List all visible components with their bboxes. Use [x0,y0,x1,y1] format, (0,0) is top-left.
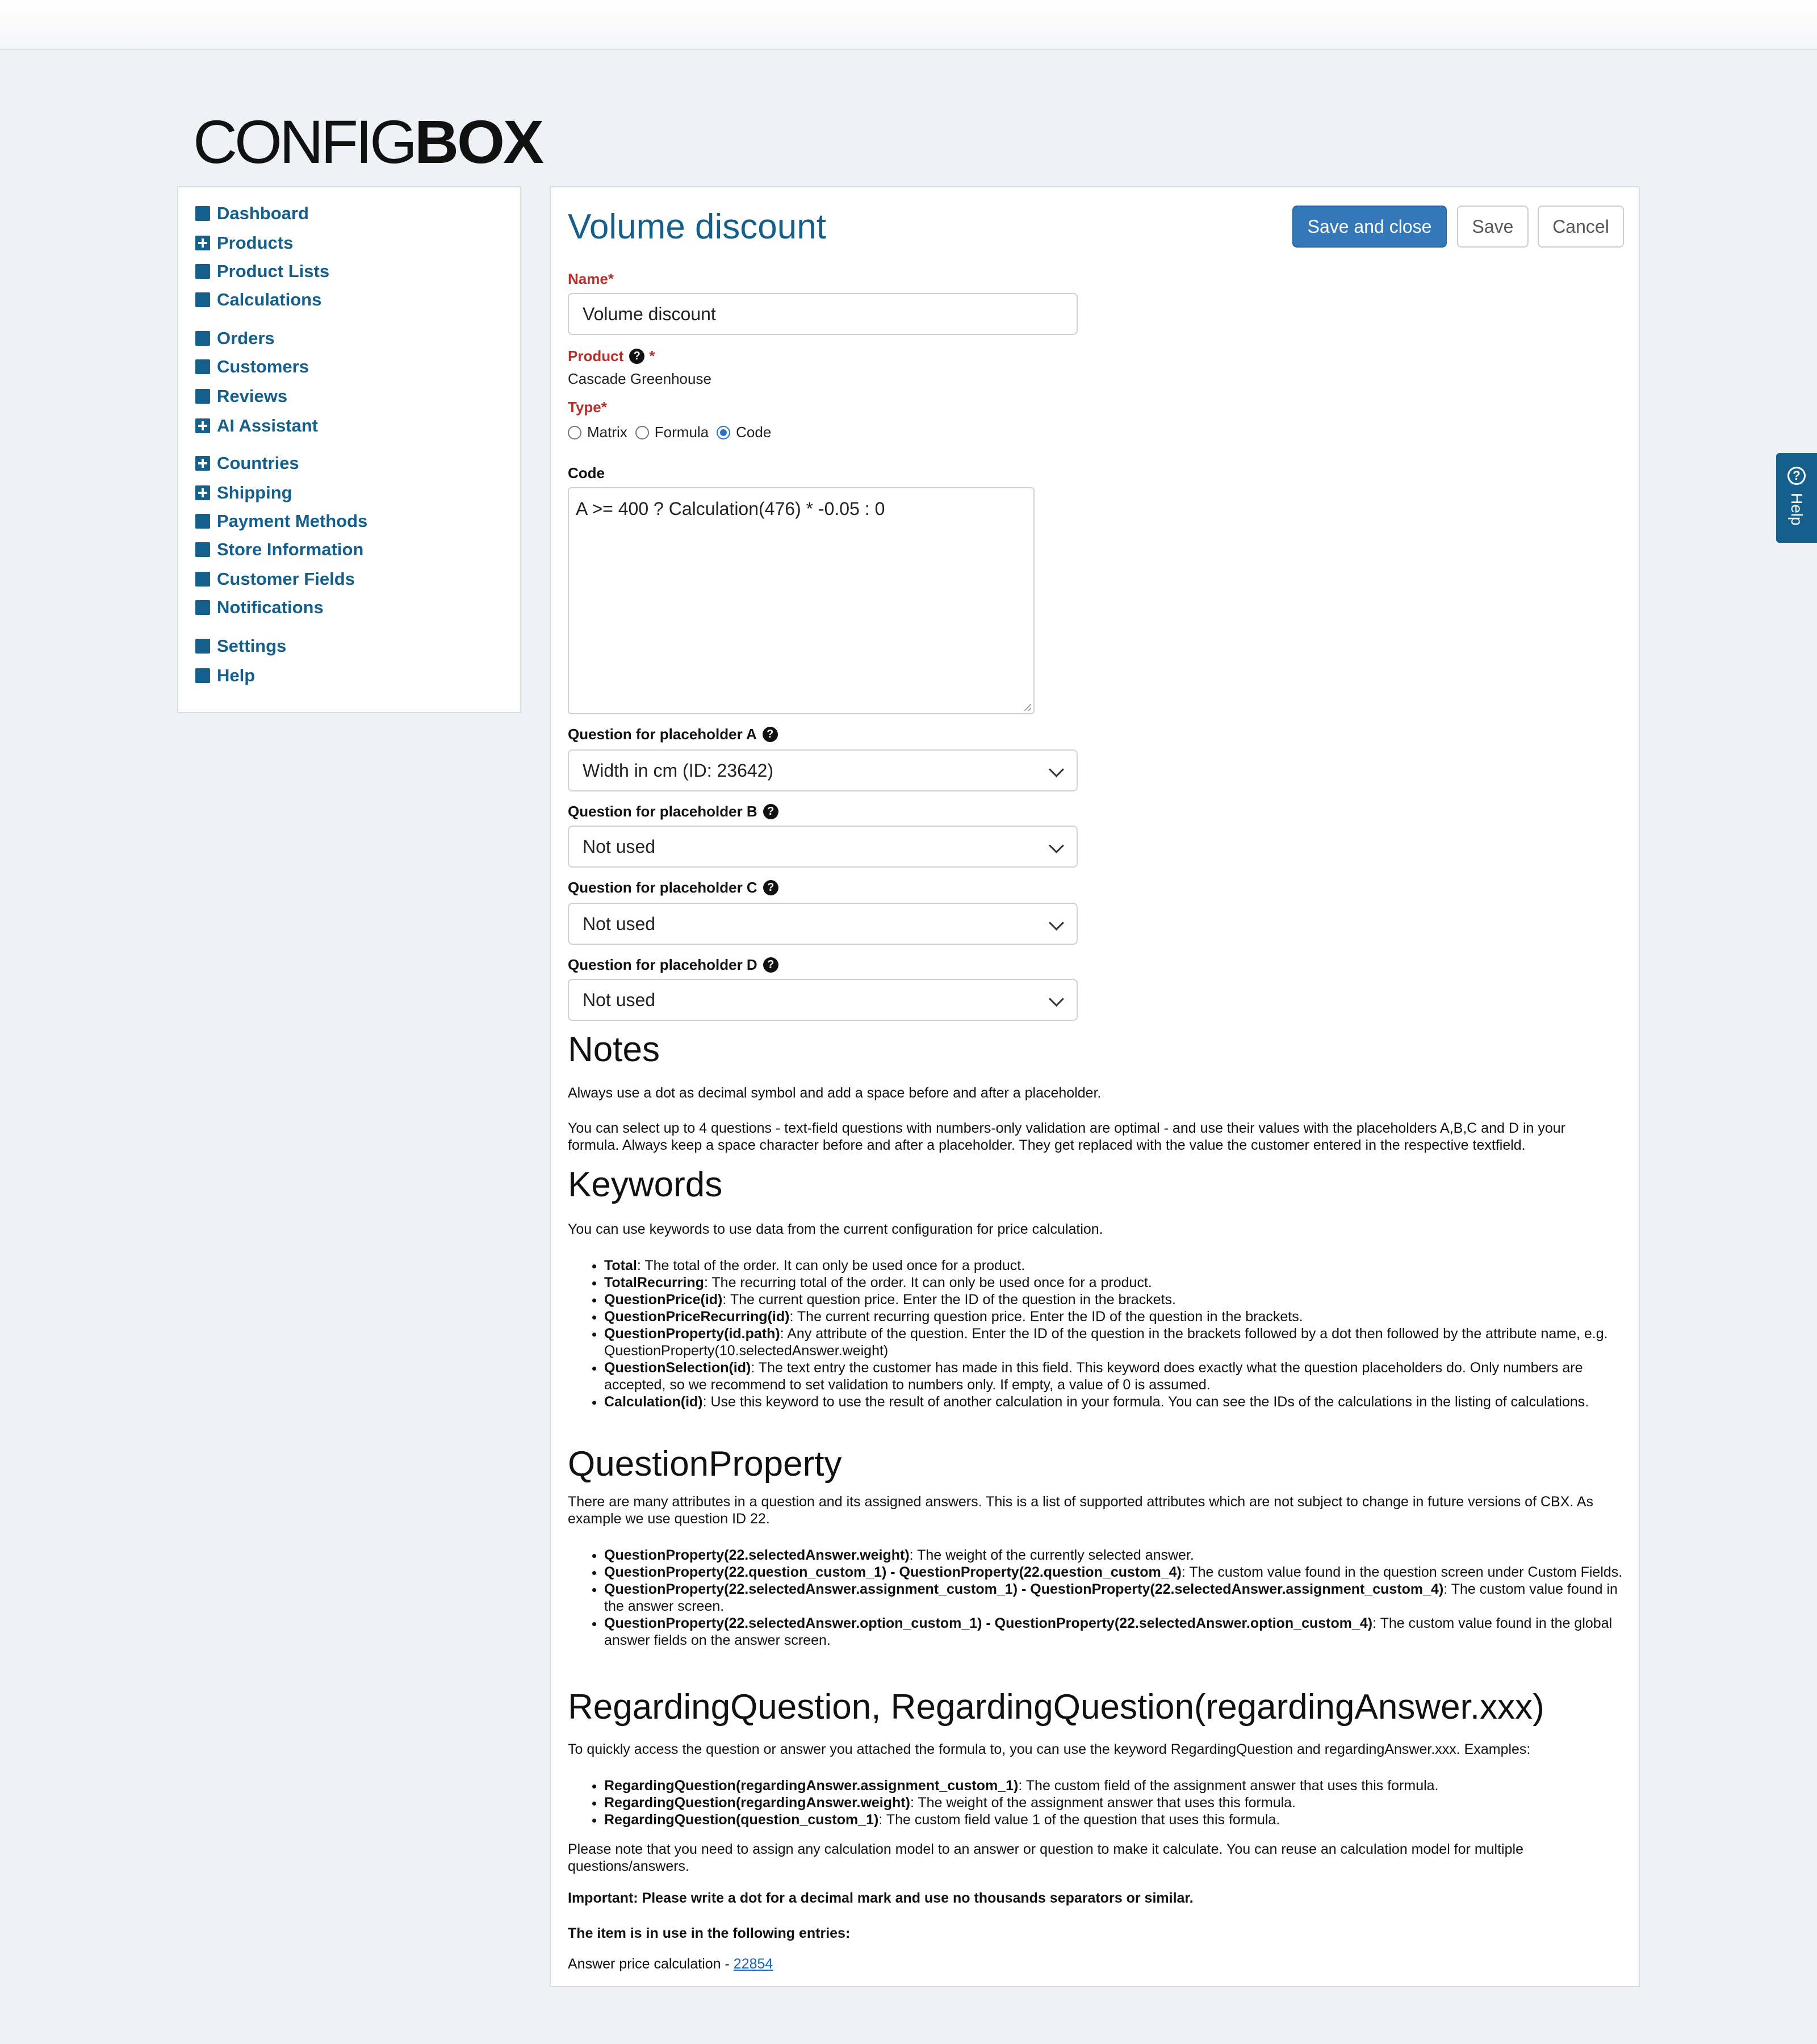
sidebar-item-label: Dashboard [217,203,309,223]
keyword-term: QuestionPrice(id) [604,1292,723,1308]
placeholder-a-select[interactable]: Width in cm (ID: 23642) [568,749,1078,791]
square-icon [195,359,210,374]
sidebar-item-label: Settings [217,636,287,656]
list-item [604,1308,1632,1325]
list-item [604,1257,1632,1274]
placeholder-b-select[interactable]: Not used [568,826,1078,868]
sidebar-item-label: Customer Fields [217,569,355,589]
question-mark-icon[interactable]: ? [763,880,778,895]
questionproperty-list [568,1547,1632,1649]
keyword-term: RegardingQuestion(regardingAnswer.weight) [604,1795,910,1811]
expand-plus-icon [195,236,210,250]
list-item [604,1359,1632,1393]
code-value: A >= 400 ? Calculation(476) * -0.05 : 0 [576,499,885,519]
code-textarea[interactable] [568,487,1035,714]
sidebar-item-label: Product Lists [217,261,330,281]
type-label: Type* [568,399,607,416]
keyword-term: Total [604,1258,637,1274]
top-bar [0,0,1817,50]
keyword-description: : The weight of the assignment answer that uses this formula. [910,1795,1296,1811]
square-icon [195,206,210,221]
square-icon [195,542,210,557]
sidebar-item-label: Help [217,665,256,685]
questionproperty-intro: There are many attributes in a question and its assigned answers. This is a list of supported attributes which are not subject to change in future versions of CBX. As example we use question ID 22. [568,1494,1594,1527]
square-icon [195,600,210,615]
keyword-description: : The total of the order. It can only be used once for a product. [637,1258,1025,1274]
square-icon [195,668,210,683]
notes-paragraph-2: You can select up to 4 questions - text-field questions with numbers-only validation are optimal - and use their values with the placeholders A,B,C and D in your formula. Always keep a space character before and after a placeholder. They get replaced with the value the customer entered in the respective textfield. [568,1120,1565,1153]
type-radio-matrix[interactable]: Matrix [568,424,627,441]
sidebar-item-products[interactable] [195,231,293,256]
list-item [604,1291,1632,1308]
placeholder-d-select[interactable]: Not used [568,979,1078,1021]
in-use-entry-link[interactable]: 22854 [733,1956,773,1972]
sidebar-item-label: Orders [217,328,275,348]
chevron-down-icon [1049,838,1064,853]
keyword-description: : The weight of the currently selected answer. [909,1547,1194,1563]
sidebar-item-calculations[interactable] [195,287,321,312]
square-icon [195,331,210,346]
list-item [604,1547,1632,1564]
resize-grip-icon[interactable] [1024,704,1031,711]
sidebar-item-product-lists[interactable] [195,259,329,284]
sidebar-item-shipping[interactable] [195,480,292,505]
square-icon [195,572,210,587]
page-title: Volume discount [568,207,826,246]
placeholder-b-label: Question for placeholder B ? [568,803,778,820]
square-icon [195,292,210,307]
keyword-term: QuestionPriceRecurring(id) [604,1309,790,1325]
list-item [604,1615,1632,1649]
sidebar-item-label: Store Information [217,539,364,559]
keyword-description: : The recurring total of the order. It can only be used once for a product. [704,1275,1152,1291]
expand-plus-icon [195,485,210,500]
calculation-note: Please note that you need to assign any calculation model to an answer or question to make it calculate. You can reuse an calculation model for multiple questions/answers. [568,1841,1523,1874]
list-item [604,1581,1632,1615]
question-mark-icon[interactable]: ? [763,957,778,973]
square-icon [195,264,210,279]
keyword-term: TotalRecurring [604,1275,704,1291]
keyword-term: QuestionProperty(id.path) [604,1326,780,1342]
keyword-term: QuestionProperty(22.selectedAnswer.option_custom_1) - QuestionProperty(22.selectedAnswer.option_custom_4) [604,1615,1373,1631]
sidebar-item-help[interactable] [195,663,255,688]
sidebar-item-label: Payment Methods [217,511,368,531]
square-icon [195,389,210,404]
help-side-tab[interactable]: ? Help [1776,453,1817,543]
expand-plus-icon [195,418,210,433]
cancel-button[interactable]: Cancel [1538,206,1624,248]
sidebar-item-orders[interactable] [195,326,275,351]
regardingquestion-list [568,1777,1632,1828]
notes-paragraph-1: Always use a dot as decimal symbol and add a space before and after a placeholder. [568,1085,1102,1101]
product-label: Product ? * [568,347,655,365]
question-circle-icon: ? [1787,467,1806,485]
sidebar-item-label: AI Assistant [217,416,319,435]
square-icon [195,639,210,654]
sidebar-item-label: Products [217,233,294,253]
expand-plus-icon [195,456,210,471]
save-and-close-button[interactable]: Save and close [1292,206,1447,248]
important-note: Important: Please write a dot for a decimal mark and use no thousands separators or similar. [568,1890,1194,1906]
configbox-logo: CONFIGBOX [193,107,543,176]
keyword-term: QuestionProperty(22.selectedAnswer.assignment_custom_1) - QuestionProperty(22.selectedAnswer.assignment_custom_4) [604,1581,1444,1597]
list-item [604,1777,1632,1794]
list-item [604,1794,1632,1811]
sidebar-item-label: Calculations [217,290,322,309]
regardingquestion-intro: To quickly access the question or answer you attached the formula to, you can use the keyword RegardingQuestion and regardingAnswer.xxx. Examples: [568,1741,1531,1757]
keywords-heading: Keywords [568,1165,723,1204]
keyword-description: : The text entry the customer has made in this field. This keyword does exactly what the question placeholders do. Only numbers are accepted, so we recommend to set validation to numbers only. If empty, a value of 0 is assumed. [604,1360,1583,1393]
keyword-term: QuestionSelection(id) [604,1360,751,1376]
type-radio-code[interactable]: Code [717,424,771,441]
chevron-down-icon [1049,991,1064,1007]
sidebar-item-label: Countries [217,453,299,473]
keyword-description: : The custom value found in the global answer fields on the answer screen. [604,1615,1613,1648]
keywords-intro: You can use keywords to use data from the current configuration for price calculation. [568,1221,1103,1237]
keyword-description: : The custom field value 1 of the question that uses this formula. [878,1812,1280,1828]
sidebar-item-settings[interactable] [195,634,286,659]
list-item [604,1274,1632,1291]
questionproperty-heading: QuestionProperty [568,1444,842,1484]
sidebar-item-label: Shipping [217,483,292,502]
name-input[interactable] [568,293,1078,335]
radio-button[interactable] [635,426,649,439]
keyword-term: QuestionProperty(22.selectedAnswer.weight) [604,1547,910,1563]
sidebar-item-payment-methods[interactable] [195,509,367,534]
keywords-list [568,1257,1632,1410]
list-item [604,1811,1632,1828]
sidebar-item-countries[interactable] [195,451,299,476]
name-input-value: Volume discount [583,303,716,324]
sidebar-item-notifications[interactable] [195,595,324,620]
keyword-description: : The custom value found in the answer screen. [604,1581,1618,1614]
regardingquestion-heading: RegardingQuestion, RegardingQuestion(regardingAnswer.xxx) [568,1687,1544,1727]
notes-heading: Notes [568,1030,660,1069]
list-item [604,1564,1632,1581]
sidebar-item-ai-assistant[interactable] [195,413,318,438]
keyword-term: RegardingQuestion(question_custom_1) [604,1812,879,1828]
type-radio-group [568,424,779,441]
keyword-term: RegardingQuestion(regardingAnswer.assignment_custom_1) [604,1778,1019,1794]
type-radio-formula[interactable]: Formula [635,424,709,441]
sidebar-item-label: Notifications [217,597,324,617]
keyword-description: : The custom field of the assignment answer that uses this formula. [1018,1778,1439,1794]
keyword-description: : The current recurring question price. Enter the ID of the question in the brackets. [789,1309,1303,1325]
radio-button-checked[interactable] [717,426,730,439]
sidebar-item-label: Customers [217,357,309,376]
list-item [604,1325,1632,1359]
radio-button[interactable] [568,426,581,439]
question-mark-icon[interactable]: ? [763,727,778,742]
product-value: Cascade Greenhouse [568,370,711,387]
sidebar-item-dashboard[interactable] [195,201,309,226]
list-item [604,1393,1632,1410]
keyword-term: Calculation(id) [604,1394,703,1410]
question-mark-icon[interactable]: ? [763,804,778,819]
in-use-label: The item is in use in the following entries: [568,1925,851,1941]
placeholder-c-select[interactable]: Not used [568,903,1078,945]
question-mark-icon[interactable]: ? [629,349,644,364]
code-label: Code [568,464,605,481]
sidebar-item-store-information[interactable] [195,537,363,562]
sidebar-item-customer-fields[interactable] [195,567,355,592]
save-button[interactable]: Save [1457,206,1529,248]
sidebar-item-label: Reviews [217,386,288,406]
square-icon [195,514,210,529]
keyword-description: : The current question price. Enter the ID of the question in the brackets. [722,1292,1176,1308]
in-use-entry: Answer price calculation - 22854 [568,1956,773,1972]
keyword-description: : Use this keyword to use the result of another calculation in your formula. You can see the IDs of the calculations in the listing of calculations. [702,1394,1589,1410]
main-panel [550,186,1640,1987]
chevron-down-icon [1049,915,1064,931]
name-label: Name* [568,270,614,287]
keyword-description: : The custom value found in the question screen under Custom Fields. [1181,1564,1623,1580]
keyword-term: QuestionProperty(22.question_custom_1) - QuestionProperty(22.question_custom_4) [604,1564,1182,1580]
placeholder-a-label: Question for placeholder A ? [568,726,778,743]
sidebar-item-reviews[interactable] [195,384,287,409]
placeholder-d-label: Question for placeholder D ? [568,956,778,974]
placeholder-c-label: Question for placeholder C ? [568,879,778,897]
keyword-description: : Any attribute of the question. Enter the ID of the question in the brackets followed by a dot then followed by the attribute name, e.g. QuestionProperty(10.selectedAnswer.weight) [604,1326,1608,1359]
sidebar-item-customers[interactable] [195,354,309,379]
chevron-down-icon [1049,762,1064,777]
